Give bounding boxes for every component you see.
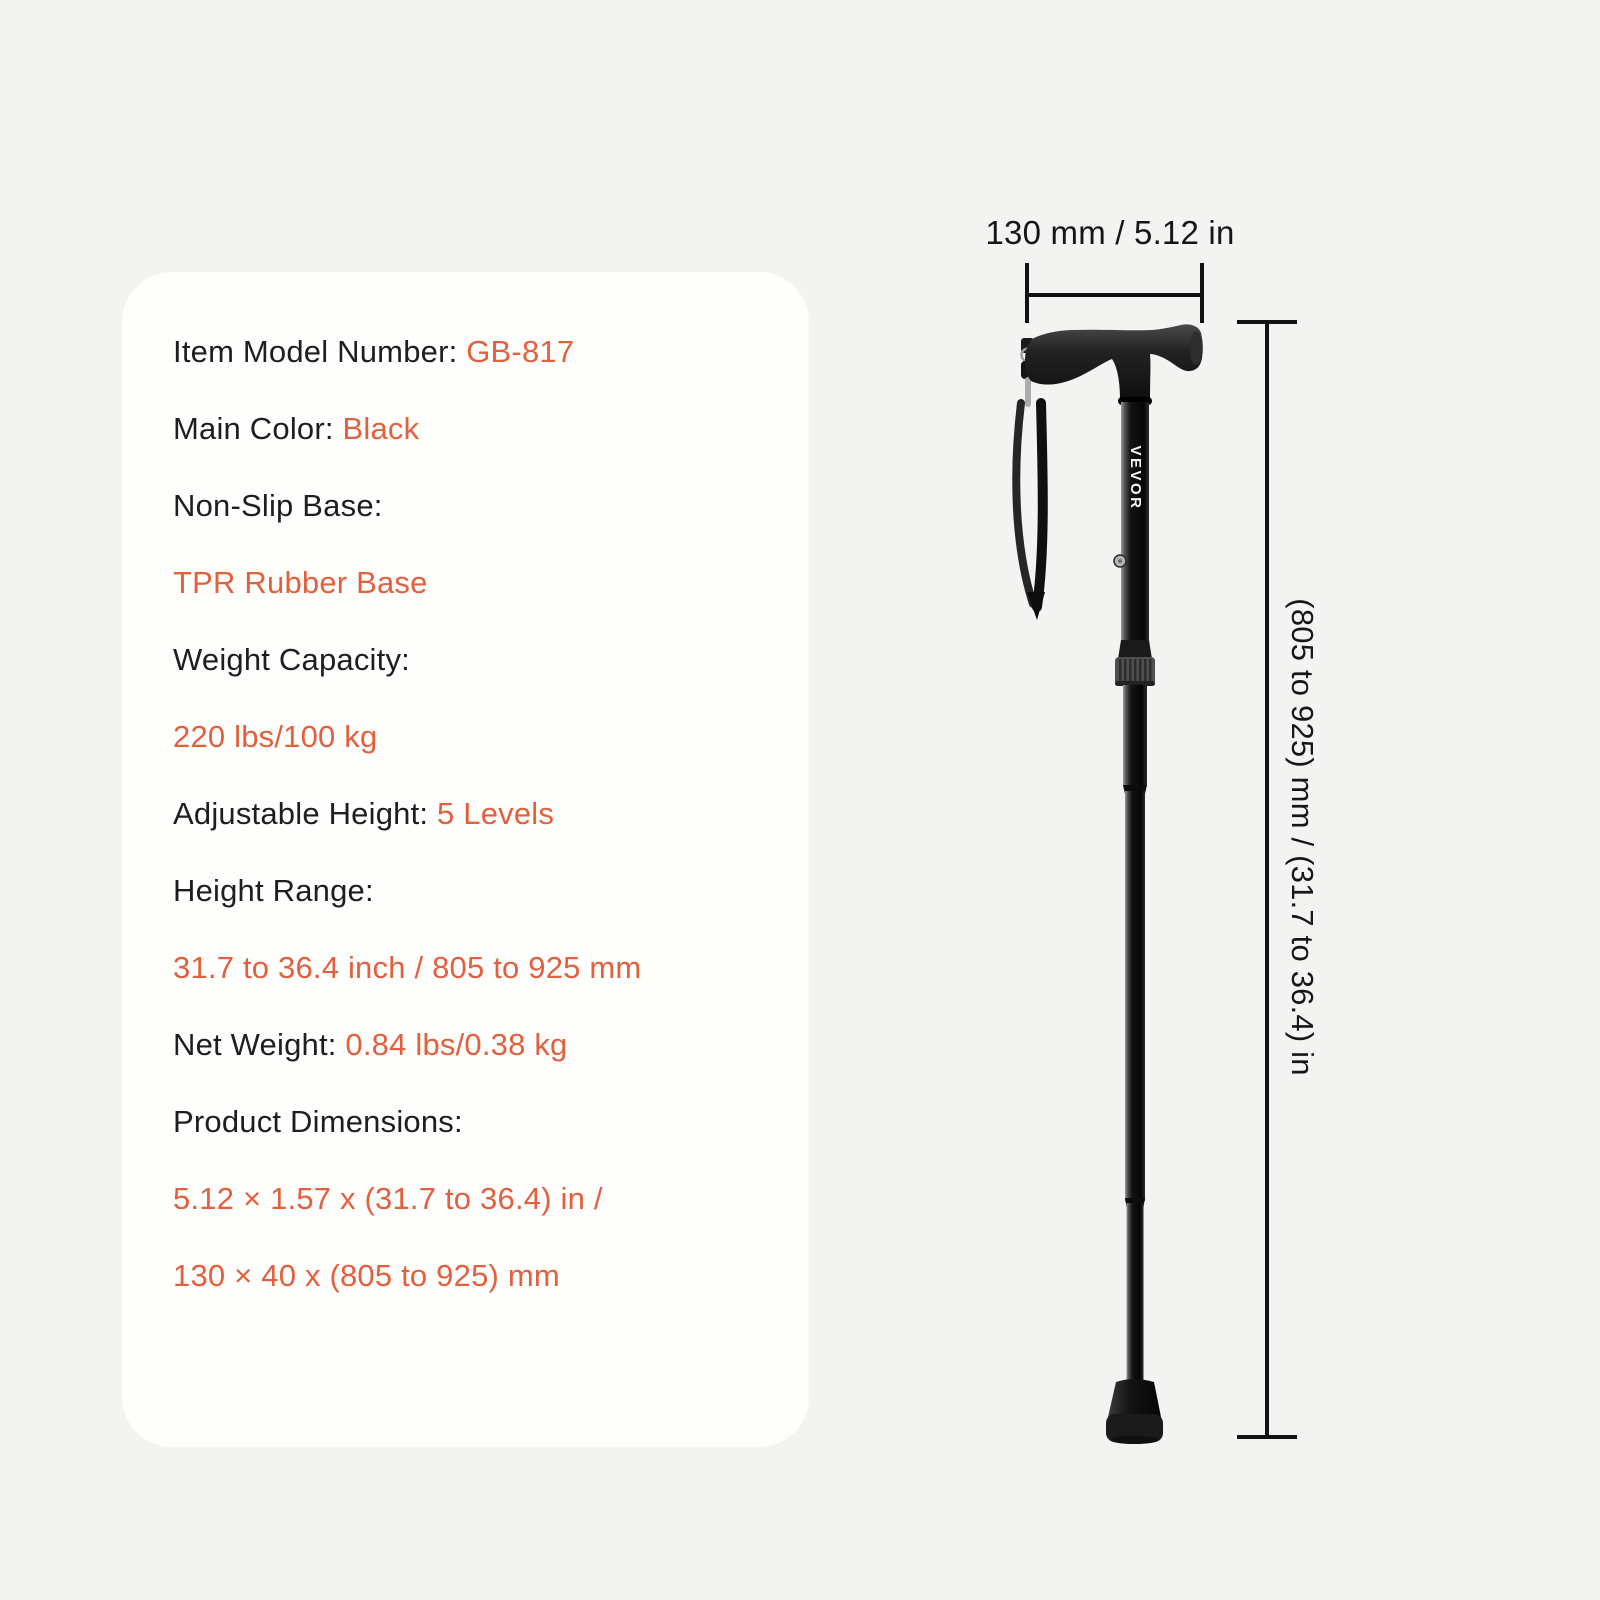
spec-value: 220 lbs/100 kg [173,719,378,754]
push-button [1114,555,1126,567]
cane-rubber-tip [1106,1379,1163,1444]
cane-illustration [1016,324,1203,1444]
spec-value: 0.84 lbs/0.38 kg [345,1027,568,1062]
height-dimension-line [1237,322,1297,1437]
cane-shaft-middle [1123,685,1147,786]
spec-value: 31.7 to 36.4 inch / 805 to 925 mm [173,950,642,985]
width-dimension-line [1027,263,1202,323]
spec-value: Black [342,411,420,446]
spec-value: TPR Rubber Base [173,565,428,600]
spec-label: Adjustable Height: [173,796,438,831]
brand-logo: VEVOR [1127,445,1144,511]
spec-value: 5 Levels [437,796,555,831]
spec-value: 130 × 40 x (805 to 925) mm [173,1258,560,1293]
handle-end-face [1190,331,1202,365]
width-dimension-label: 130 mm / 5.12 in [985,214,1235,251]
spec-label: Product Dimensions: [173,1104,463,1139]
spec-label: Net Weight: [173,1027,346,1062]
adjustment-collar [1115,657,1155,686]
shaft-flare [1118,640,1152,659]
spec-label: Height Range: [173,873,374,908]
spec-label: Main Color: [173,411,343,446]
cane-shaft-lower [1125,791,1145,1201]
spec-value: 5.12 × 1.57 x (31.7 to 36.4) in / [173,1181,603,1216]
spec-label: Item Model Number: [173,334,467,369]
height-dimension-label: (805 to 925) mm / (31.7 to 36.4) in [1285,598,1320,1076]
cane-shaft-bottom [1127,1203,1144,1385]
cane-handle [1025,324,1203,400]
cane-shaft-upper [1121,402,1149,646]
spec-label: Weight Capacity: [173,642,410,677]
spec-value: GB-817 [466,334,575,369]
spec-label: Non-Slip Base: [173,488,383,523]
